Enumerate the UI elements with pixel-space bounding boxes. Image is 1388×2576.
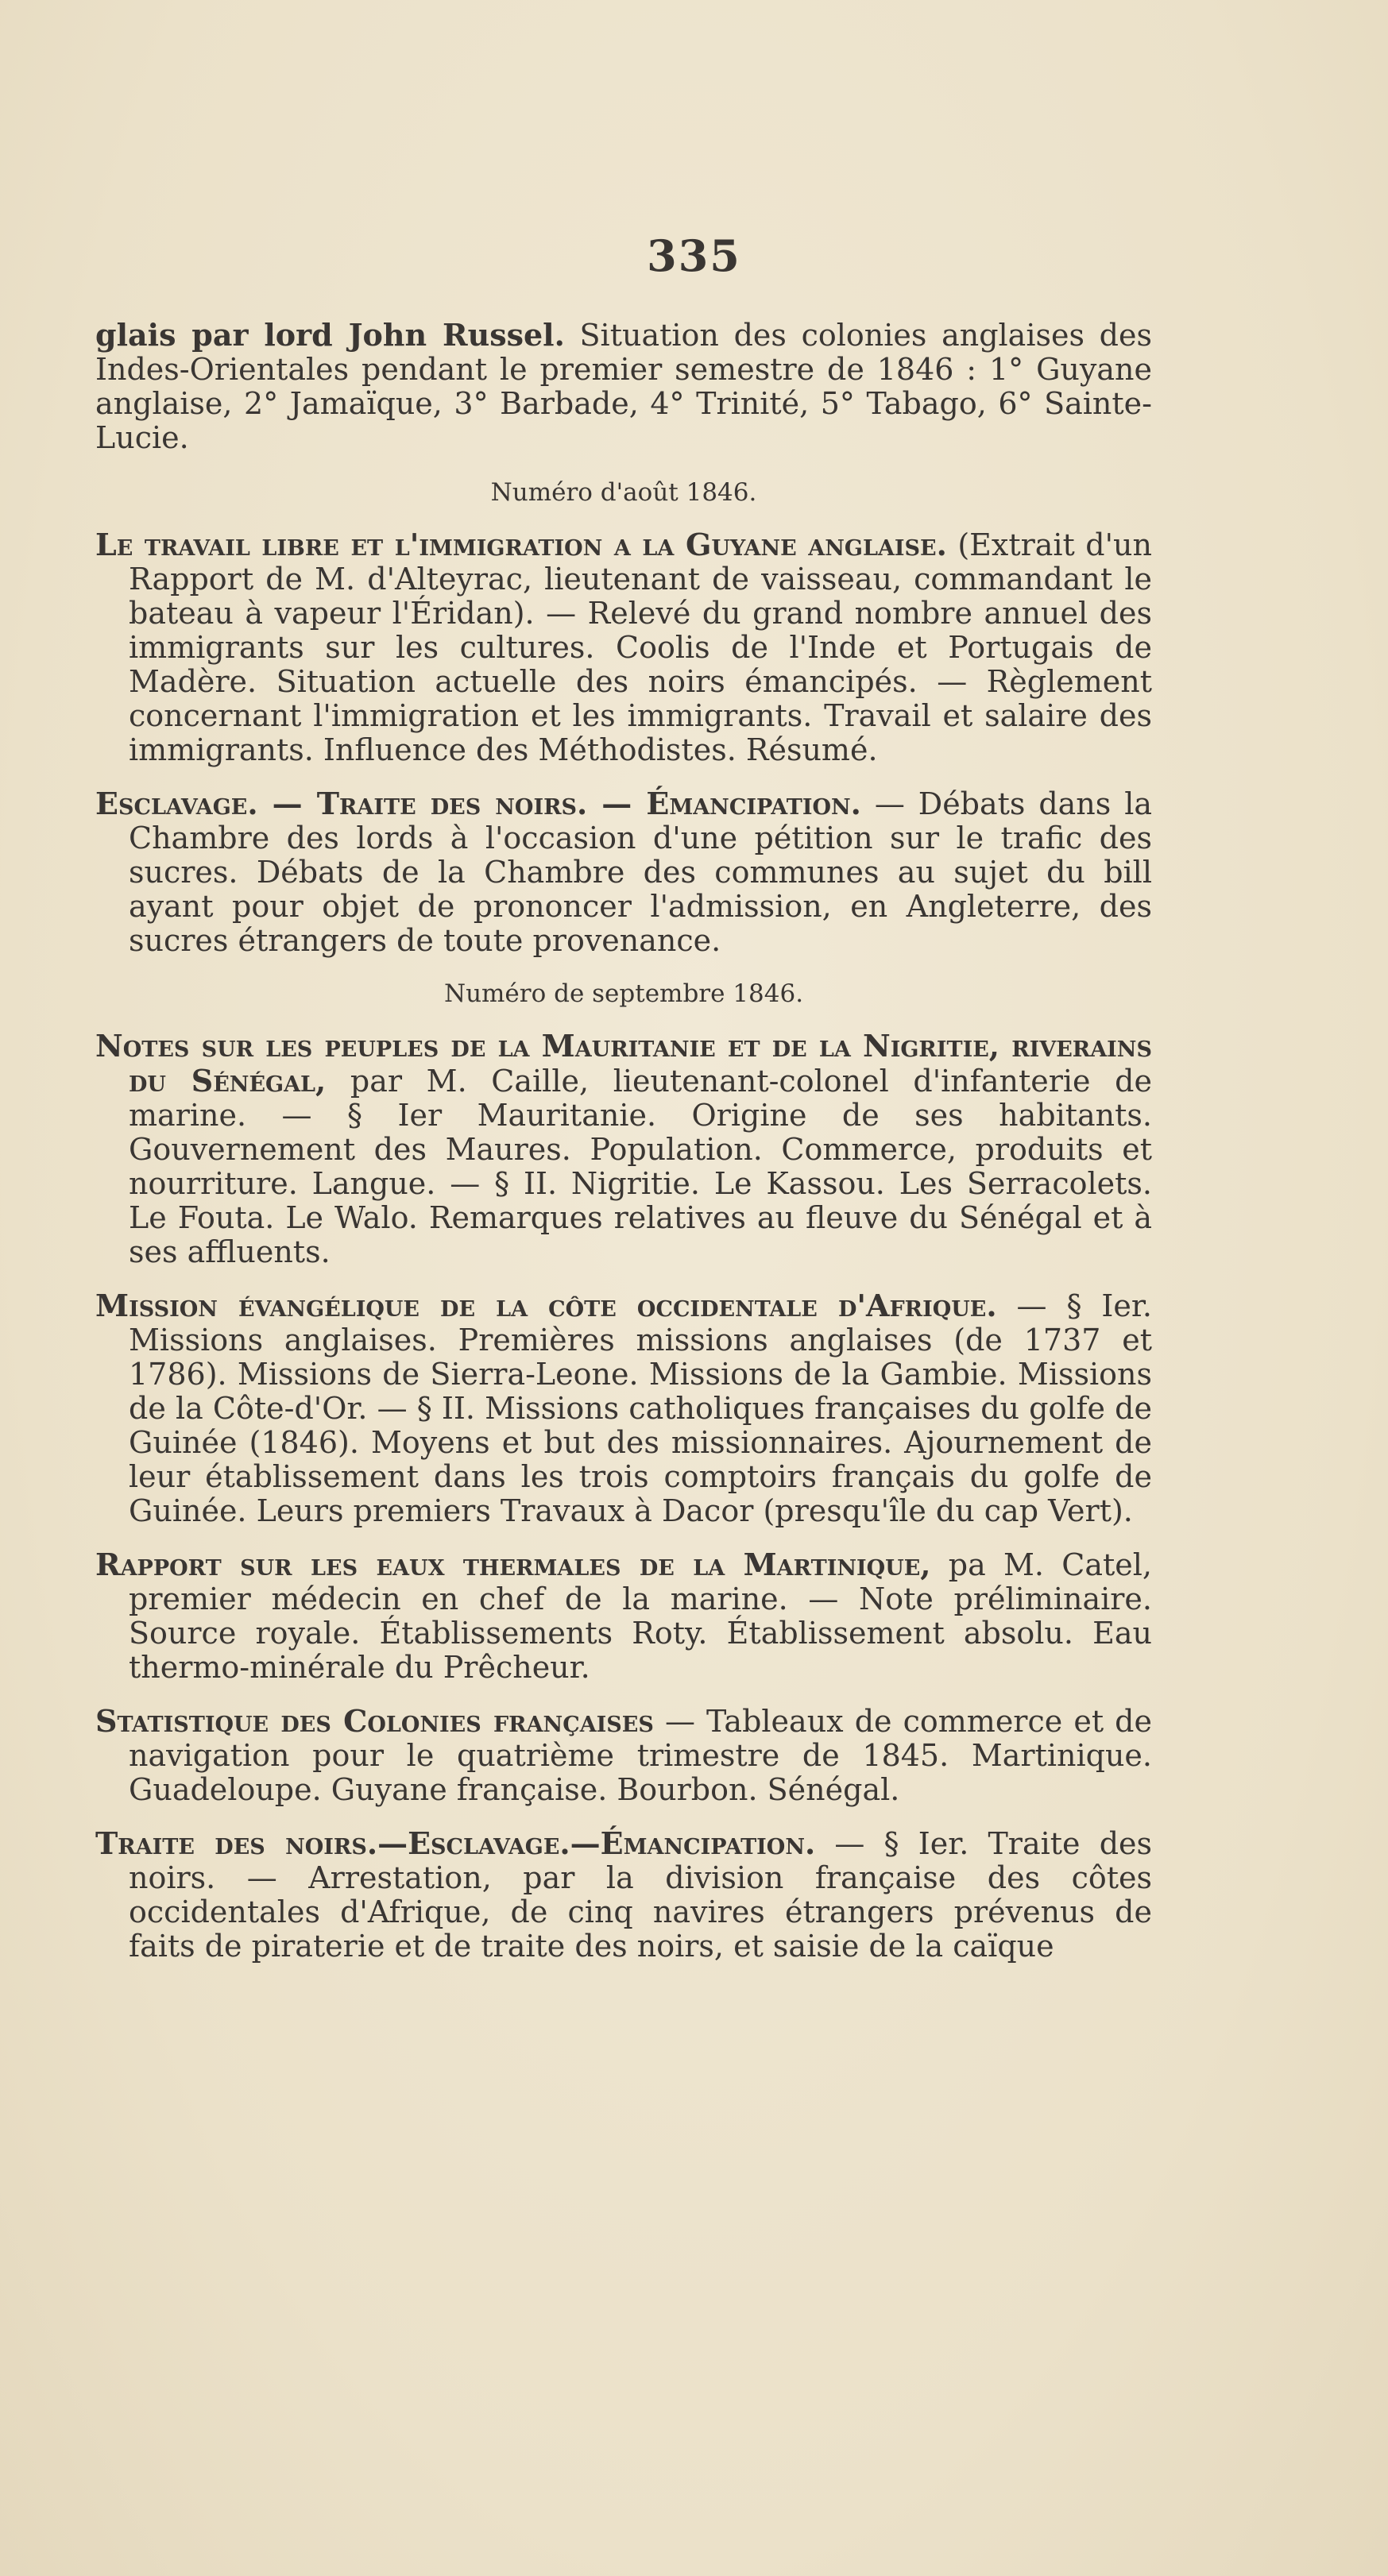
entry-body: — Tableaux de commerce et de navigation pour le quatrième trimestre de 1845. Martinique. Guadeloupe. Guyane française. Bourbon. Sénégal. [129, 1704, 1152, 1807]
entry-mission-evangelique [95, 1288, 1152, 1528]
entry-esclavage [95, 786, 1152, 958]
entry-notes-peuples [95, 1029, 1152, 1269]
entry-body: (Extrait d'un Rapport de M. d'Alteyrac, lieutenant de vaisseau, commandant le bateau à vapeur l'Éridan). — Relevé du grand nombre annuel des immigrants sur les cultures. Coolis de l'Inde et Portugais de Madère. Situation actuelle des noirs émancipés. — Règlement concernant l'immigration et les immigrants. Travail et salaire des immigrants. Influence des Méthodistes. Résumé. [129, 527, 1152, 767]
issue-heading-september: Numéro de septembre 1846. [443, 979, 804, 1008]
entry-eaux-thermales [95, 1547, 1152, 1685]
entry-body: par M. Caille, lieutenant-colonel d'infanterie de marine. — § Ier Mauritanie. Origine de ses habitants. Gouvernement des Maures. Population. Commerce, produits et nourriture. Langue. — § II. Nigritie. Le Kassou. Les Serracolets. Le Fouta. Le Walo. Remarques relatives au fleuve du Sénégal et à ses affluents. [129, 1064, 1152, 1269]
entry-body: — § Ier. Traite des noirs. — Arrestation, par la division française des côtes occidentales d'Afrique, de cinq navires étrangers prévenus de faits de piraterie et de traite des noirs, et saisie de la caïque [129, 1826, 1153, 1964]
entry-title: Esclavage. — Traite des noirs. — Émancipation. [95, 786, 861, 821]
entry-title: Traite des noirs.—Esclavage.—Émancipation. [95, 1825, 816, 1861]
entry-title: Statistique des Colonies françaises [95, 1703, 654, 1739]
page-body [95, 318, 1152, 1983]
entry-title: Le travail libre et l'immigration a la Guyane anglaise. [95, 527, 947, 562]
issue-heading-august: Numéro d'août 1846. [490, 478, 757, 507]
continued-entry-text: Situation des colonies anglaises des Indes-Orientales pendant le premier semestre de 1846 : 1° Guyane anglaise, 2° Jamaïque, 3° Barbade, 4° Trinité, 5° Tabago, 6° Sainte-Lucie. [95, 318, 1152, 455]
continued-entry [95, 318, 1152, 455]
entry-title: Rapport sur les eaux thermales de la Martinique, [95, 1547, 931, 1582]
entry-body: — Débats dans la Chambre des lords à l'occasion d'une pétition sur le trafic des sucres. Débats de la Chambre des communes au sujet du bill ayant pour objet de prononcer l'admission, en Angleterre, des sucres étrangers de toute provenance. [129, 786, 1152, 958]
entry-statistique [95, 1704, 1152, 1807]
entry-title: Mission évangélique de la côte occidentale d'Afrique. [95, 1288, 997, 1323]
entry-title: Notes sur les peuples de la Mauritanie et de la Nigritie, riverains du Sénégal, [95, 1028, 1152, 1099]
entry-traite-noirs [95, 1826, 1152, 1964]
page-number: 335 [647, 230, 741, 281]
entry-body: pa M. Catel, premier médecin en chef de la marine. — Note préliminaire. Source royale. Établissements Roty. Établissement absolu. Eau thermo-minérale du Prêcheur. [129, 1547, 1152, 1685]
entry-travail-libre [95, 527, 1152, 767]
continued-entry-lead: glais par lord John Russel. [95, 317, 565, 353]
entry-body: — § Ier. Missions anglaises. Premières missions anglaises (de 1737 et 1786). Missions de Sierra-Leone. Missions de la Gambie. Missions de la Côte-d'Or. — § II. Missions catholiques françaises du golfe de Guinée (1846). Moyens et but des missionnaires. Ajournement de leur établissement dans les trois comptoirs français du golfe de Guinée. Leurs premiers Travaux à Dacor (presqu'île du cap Vert). [129, 1288, 1152, 1528]
